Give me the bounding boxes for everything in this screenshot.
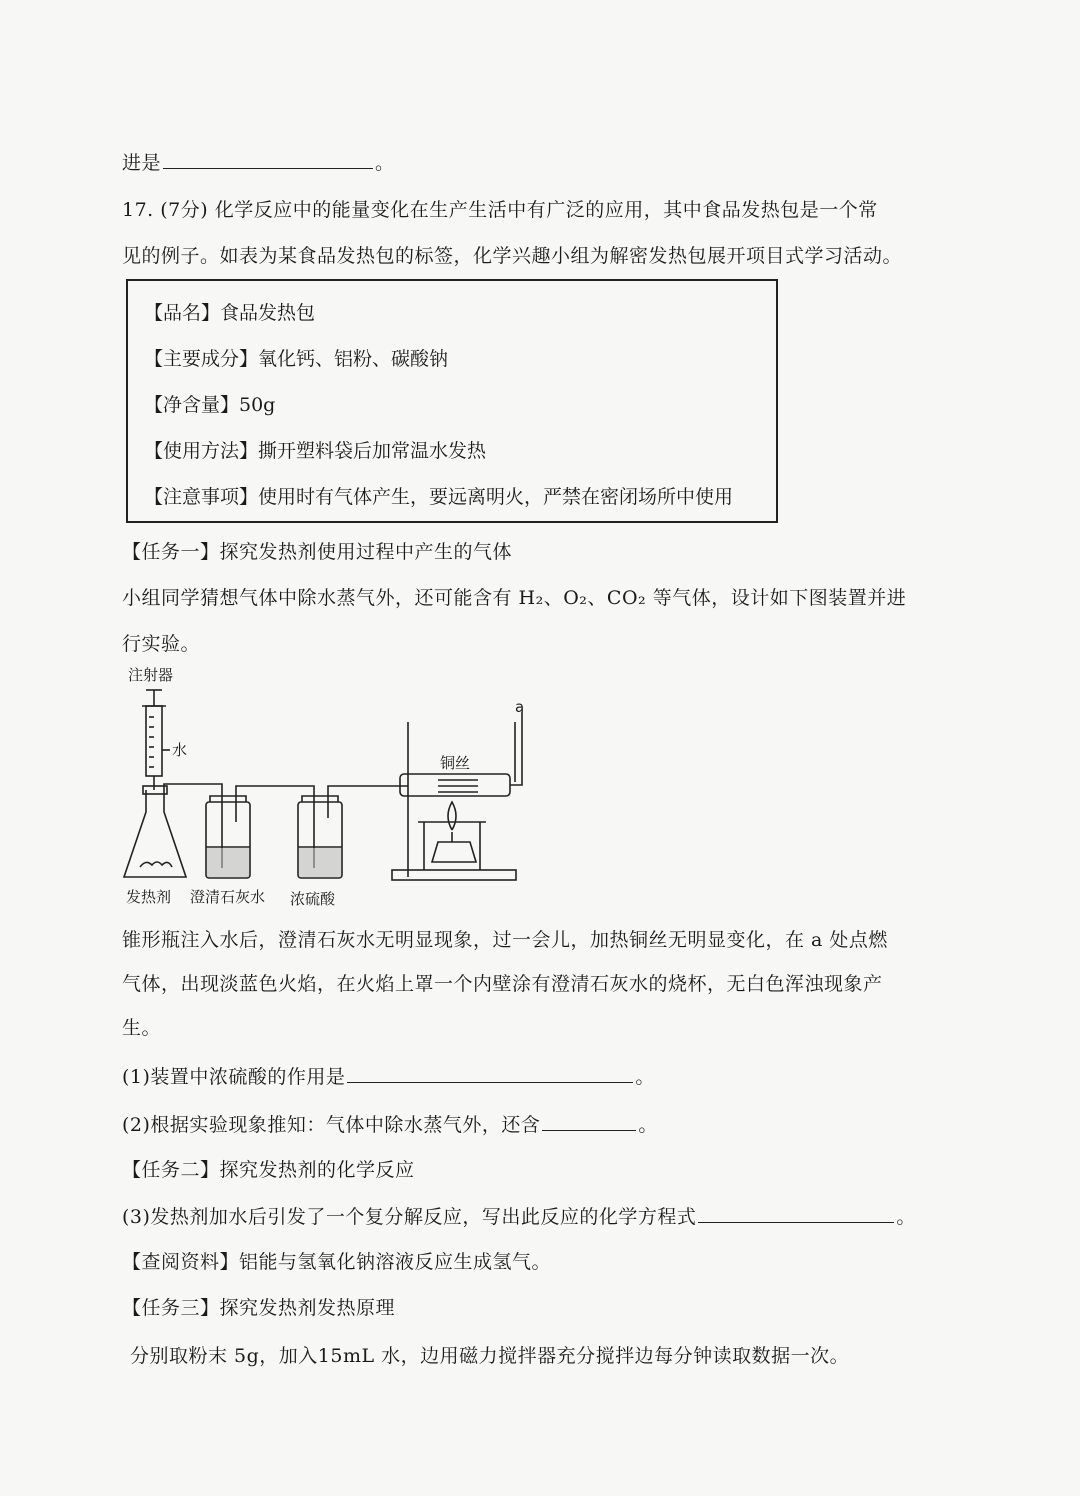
text-segment: (2)根据实验现象推知：气体中除水蒸气外，还含 — [122, 1114, 541, 1136]
agent-label: 发热剂 — [126, 888, 172, 906]
task-1-title: 【任务一】探究发热剂使用过程中产生的气体 — [122, 541, 513, 563]
answer-blank[interactable] — [542, 1112, 636, 1131]
outlet-a-label: a — [515, 698, 525, 716]
product-label-box — [126, 279, 778, 523]
limewater-liquid — [207, 848, 249, 877]
conical-flask — [124, 790, 186, 877]
text-segment: (3)发热剂加水后引发了一个复分解反应，写出此反应的化学方程式 — [122, 1206, 697, 1228]
text-segment: 。 — [375, 152, 395, 174]
label-notes: 【注意事项】使用时有气体产生，要远离明火，严禁在密闭场所中使用 — [144, 486, 734, 508]
line-continuation — [122, 150, 395, 175]
question-17-line-2: 见的例子。如表为某食品发热包的标签，化学兴趣小组为解密发热包展开项目式学习活动。 — [122, 245, 903, 267]
label-usage: 【使用方法】撕开塑料袋后加常温水发热 — [144, 440, 487, 462]
limewater-label: 澄清石灰水 — [190, 888, 266, 906]
text-segment: 进是 — [122, 152, 162, 174]
label-ingredients: 【主要成分】氧化钙、铝粉、碳酸钠 — [144, 348, 449, 370]
text-segment: 。 — [896, 1206, 916, 1228]
observation-line-1: 锥形瓶注入水后，澄清石灰水无明显现象，过一会儿，加热铜丝无明显变化，在 a 处点燃 — [122, 929, 888, 951]
alcohol-burner — [432, 842, 476, 862]
task-1-line-1: 小组同学猜想气体中除水蒸气外，还可能含有 H₂、O₂、CO₂ 等气体，设计如下图装置并进 — [122, 587, 907, 609]
task-3-title: 【任务三】探究发热剂发热原理 — [122, 1297, 396, 1319]
copper-label: 铜丝 — [440, 754, 471, 772]
reference-info: 【查阅资料】铝能与氢氧化钠溶液反应生成氢气。 — [122, 1251, 552, 1273]
task-1-line-2: 行实验。 — [122, 633, 201, 655]
question-17-line-1: 17. (7分) 化学反应中的能量变化在生产生活中有广泛的应用，其中食品发热包是一个常 — [122, 199, 878, 221]
water-label: 水 — [172, 741, 188, 759]
task-3-line-1: 分别取粉末 5g，加入15mL 水，边用磁力搅拌器充分搅拌边每分钟读取数据一次。 — [130, 1345, 850, 1367]
acid-liquid — [299, 848, 341, 877]
text-segment: 。 — [638, 1114, 658, 1136]
question-2 — [122, 1112, 658, 1137]
task-2-title: 【任务二】探究发热剂的化学反应 — [122, 1159, 415, 1181]
question-3 — [122, 1204, 916, 1229]
text-segment: (1)装置中浓硫酸的作用是 — [122, 1066, 346, 1088]
label-net-content: 【净含量】50g — [144, 394, 276, 416]
apparatus-diagram — [118, 662, 538, 917]
acid-label: 浓硫酸 — [290, 890, 336, 908]
label-name: 【品名】食品发热包 — [144, 302, 316, 324]
answer-blank[interactable] — [347, 1064, 633, 1083]
observation-line-2: 气体，出现淡蓝色火焰，在火焰上罩一个内壁涂有澄清石灰水的烧杯，无白色浑浊现象产 — [122, 973, 883, 995]
answer-blank[interactable] — [163, 150, 373, 169]
syringe-label: 注射器 — [128, 666, 174, 684]
observation-line-3: 生。 — [122, 1017, 162, 1039]
answer-blank[interactable] — [698, 1204, 894, 1223]
text-segment: 。 — [635, 1066, 655, 1088]
question-1 — [122, 1064, 655, 1089]
